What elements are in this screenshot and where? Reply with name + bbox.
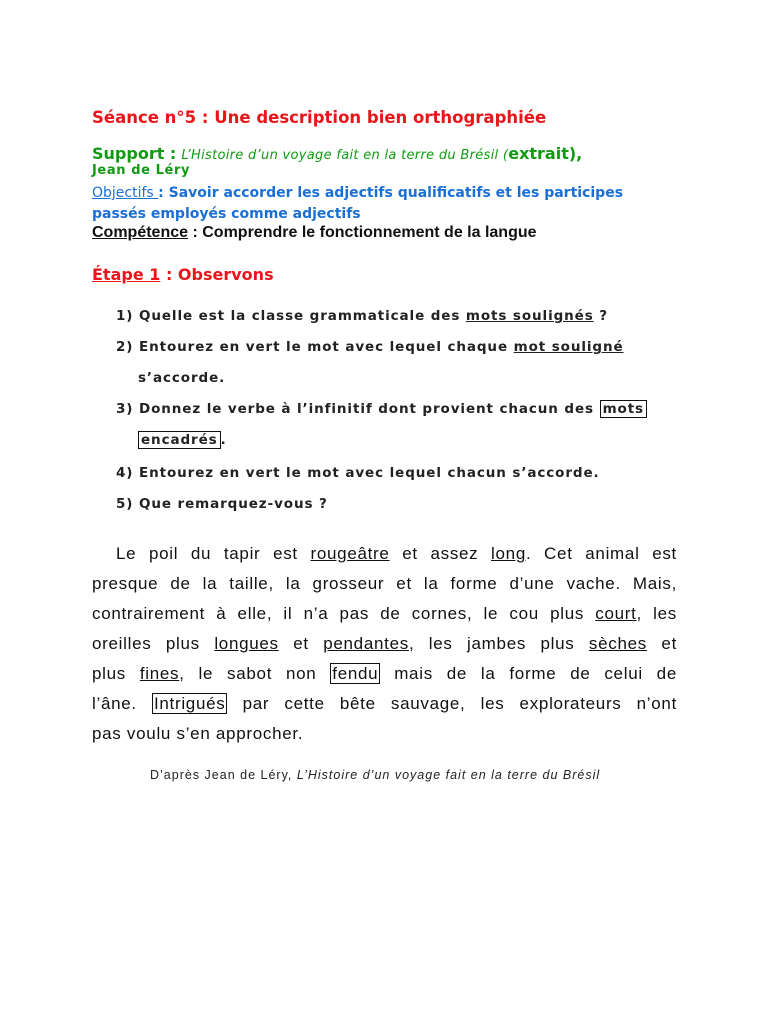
passage-text: et xyxy=(278,634,324,653)
underlined-word: rougeâtre xyxy=(310,544,390,563)
underlined-word: fines xyxy=(139,664,180,683)
question-number: 2) xyxy=(116,339,134,355)
question-item xyxy=(116,339,624,355)
passage-text: . Cet animal est xyxy=(525,544,677,563)
question-text: Donnez le verbe à l’infinitif dont provient chacun des xyxy=(138,401,600,417)
support-author: Jean de Léry xyxy=(92,163,191,178)
passage-text: contrairement à elle, il n’a pas de cornes, le cou plus xyxy=(92,604,596,623)
passage-text: oreilles plus xyxy=(92,634,215,653)
underlined-word: pendantes xyxy=(323,634,409,653)
question-text: ? xyxy=(593,308,609,324)
passage-text: mais de la forme de celui de xyxy=(380,664,677,683)
passage-text: , les xyxy=(636,604,677,623)
underlined-word: long xyxy=(491,544,526,563)
source-work: L’Histoire d’un voyage fait en la terre du Brésil xyxy=(296,768,601,782)
passage-line: presque de la taille, la grosseur et la forme d’une vache. Mais, xyxy=(92,574,677,593)
support-text: L’Histoire d’un voyage fait en la terre du Brésil ( xyxy=(181,148,509,163)
objectifs-label: Objectifs xyxy=(92,185,159,201)
text-passage xyxy=(92,539,677,749)
question-item xyxy=(116,496,328,512)
question-text: Quelle est la classe grammaticale des xyxy=(138,308,466,324)
question-number: 4) xyxy=(116,465,134,481)
etape-text: : Observons xyxy=(160,265,274,284)
passage-line xyxy=(92,629,677,659)
passage-line xyxy=(92,539,677,569)
question-item xyxy=(116,308,608,324)
passage-text: et xyxy=(646,634,677,653)
question-text: Entourez en vert le mot avec lequel chacun s’accorde. xyxy=(138,465,600,481)
passage-text: , les jambes plus xyxy=(408,634,589,653)
passage-text: l’âne. xyxy=(92,694,152,713)
source-prefix: D’après Jean de Léry, xyxy=(150,768,297,782)
source-citation xyxy=(150,768,600,782)
underlined-word: court xyxy=(595,604,637,623)
competence-label: Compétence xyxy=(92,224,189,241)
passage-text: plus xyxy=(92,664,140,683)
boxed-words: encadrés xyxy=(138,431,221,449)
passage-text: par cette bête sauvage, les explorateurs n’ont xyxy=(227,694,677,713)
question-continuation xyxy=(138,432,227,448)
question-text: Entourez en vert le mot avec lequel chaque xyxy=(138,339,514,355)
page-title: Séance n°5 : Une description bien orthographiée xyxy=(92,108,547,127)
etape-label: Étape 1 xyxy=(92,265,161,284)
underlined-words: mots soulignés xyxy=(465,308,594,324)
question-item xyxy=(116,401,647,417)
competence-text: : Comprendre le fonctionnement de la langue xyxy=(188,224,537,241)
support-extract: extrait), xyxy=(508,144,583,163)
question-text: . xyxy=(220,432,227,448)
question-continuation: s’accorde. xyxy=(138,370,226,386)
underlined-word: sèches xyxy=(588,634,647,653)
underlined-word: longues xyxy=(214,634,279,653)
etape-heading xyxy=(92,265,274,284)
support-line xyxy=(92,144,712,178)
passage-line xyxy=(92,689,677,719)
passage-line: pas voulu s’en approcher. xyxy=(92,724,304,743)
passage-line xyxy=(92,599,677,629)
objectifs-text: : Savoir accorder les adjectifs qualificatifs et les participes passés employés comme adjectifs xyxy=(92,185,624,222)
boxed-word: Intrigués xyxy=(153,694,226,713)
objectifs-block xyxy=(92,183,652,225)
question-number: 5) xyxy=(116,496,134,512)
question-text: Que remarquez-vous ? xyxy=(138,496,328,512)
passage-text: , le sabot non xyxy=(179,664,331,683)
competence-line xyxy=(92,224,537,242)
question-number: 3) xyxy=(116,401,134,417)
passage-text: et assez xyxy=(389,544,492,563)
question-number: 1) xyxy=(116,308,134,324)
boxed-word: fendu xyxy=(332,664,379,683)
support-label: Support : xyxy=(92,144,177,163)
question-item xyxy=(116,465,600,481)
underlined-words: mot souligné xyxy=(513,339,624,355)
passage-line xyxy=(92,659,677,689)
boxed-words: mots xyxy=(600,400,647,418)
passage-text: Le poil du tapir est xyxy=(116,544,311,563)
